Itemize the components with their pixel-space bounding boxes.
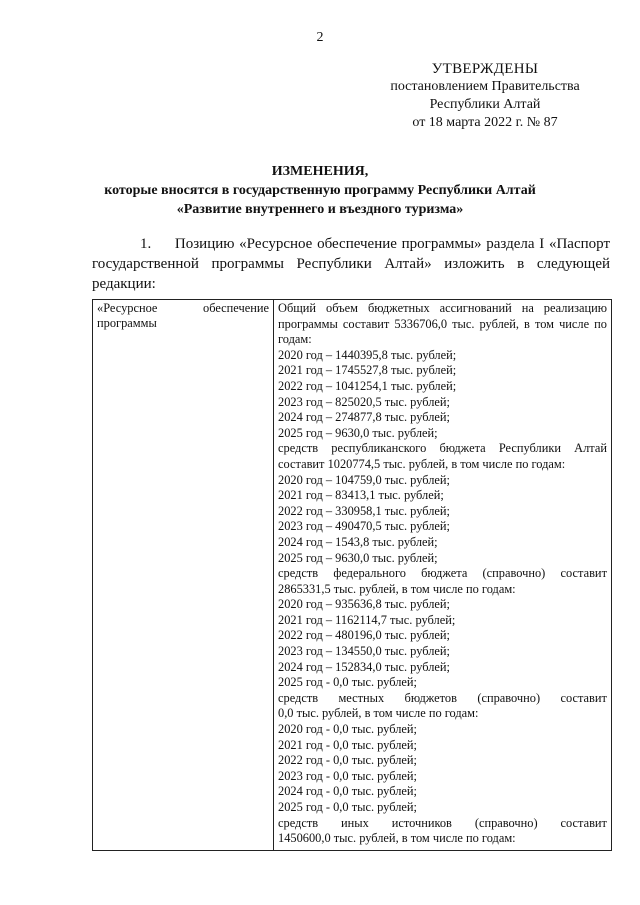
heading-word: (справочно) xyxy=(482,566,546,581)
year-amount-line: 2023 год – 825020,5 тыс. рублей; xyxy=(278,394,450,409)
heading-word: (справочно) xyxy=(477,690,541,705)
heading-word: составит xyxy=(560,815,607,830)
year-amount-line: 2024 год - 0,0 тыс. рублей; xyxy=(278,784,417,799)
heading-word: местных xyxy=(338,690,385,705)
year-amount-line: 2022 год – 1041254,1 тыс. рублей; xyxy=(278,378,457,393)
left-label-word-2: обеспечение xyxy=(203,301,269,315)
year-amount-line: 2021 год – 1745527,8 тыс. рублей; xyxy=(278,363,457,378)
year-amount-line: 2022 год – 330958,1 тыс. рублей; xyxy=(278,503,450,518)
approval-line-2: Республики Алтай xyxy=(429,97,541,112)
federal-years-list xyxy=(278,597,607,691)
federal-heading xyxy=(278,566,607,582)
approval-line-1: постановлением Правительства xyxy=(390,79,580,94)
intro-number: 1. xyxy=(140,236,152,252)
year-amount-line: 2021 год – 1162114,7 тыс. рублей; xyxy=(278,612,456,627)
resources-content-cell xyxy=(274,300,612,851)
left-label-cell xyxy=(93,300,274,851)
year-amount-line: 2020 год – 935636,8 тыс. рублей; xyxy=(278,597,450,612)
local-rest: 0,0 тыс. рублей, в том числе по годам: xyxy=(278,706,479,721)
heading-word: средств xyxy=(278,566,319,581)
other-heading xyxy=(278,816,607,832)
heading-word: составит xyxy=(560,566,607,581)
heading-word: бюджета xyxy=(421,566,468,581)
year-amount-line: 2025 год - 0,0 тыс. рублей; xyxy=(278,800,417,814)
year-amount-line: 2024 год – 152834,0 тыс. рублей; xyxy=(278,659,450,674)
year-amount-line: 2021 год - 0,0 тыс. рублей; xyxy=(278,737,417,752)
republic-years-list xyxy=(278,473,607,567)
heading-word: средств xyxy=(278,815,319,830)
heading-word: бюджетов xyxy=(404,690,457,705)
heading-word: (справочно) xyxy=(474,815,538,830)
year-amount-line: 2023 год - 0,0 тыс. рублей; xyxy=(278,768,417,783)
year-amount-line: 2025 год – 9630,0 тыс. рублей; xyxy=(278,425,438,440)
year-amount-line: 2023 год – 490470,5 тыс. рублей; xyxy=(278,519,450,534)
year-amount-line: 2024 год – 1543,8 тыс. рублей; xyxy=(278,534,438,549)
intro-text: Позицию «Ресурсное обеспечение программы» раздела I «Паспорт государственной программы Республики Алтай» изложить в следующей редакции: xyxy=(92,236,611,292)
year-amount-line: 2022 год - 0,0 тыс. рублей; xyxy=(278,753,417,768)
year-amount-line: 2020 год - 0,0 тыс. рублей; xyxy=(278,722,417,737)
year-amount-line: 2021 год – 83413,1 тыс. рублей; xyxy=(278,488,444,503)
year-amount-line: 2023 год – 134550,0 тыс. рублей; xyxy=(278,644,450,659)
republic-text: средств республиканского бюджета Республики Алтай составит 1020774,5 тыс. рублей, в том числе по годам: xyxy=(278,441,607,471)
heading-word: федерального xyxy=(333,566,406,581)
federal-rest: 2865331,5 тыс. рублей, в том числе по годам: xyxy=(278,581,516,596)
title-line-2: которые вносятся в государственную программу Республики Алтай xyxy=(104,183,536,198)
document-title xyxy=(60,162,580,219)
year-amount-line: 2020 год – 104759,0 тыс. рублей; xyxy=(278,472,450,487)
page-number: 2 xyxy=(316,30,324,45)
heading-word: источников xyxy=(391,815,452,830)
year-amount-line: 2024 год – 274877,8 тыс. рублей; xyxy=(278,410,450,425)
total-text: Общий объем бюджетных ассигнований на реализацию программы составит 5336706,0 тыс. рублей, в том числе по годам: xyxy=(278,301,607,347)
local-years-list xyxy=(278,722,607,816)
year-amount-line: 2020 год – 1440395,8 тыс. рублей; xyxy=(278,347,457,362)
intro-paragraph xyxy=(92,234,610,294)
heading-word: составит xyxy=(560,690,607,705)
total-years-list xyxy=(278,348,607,442)
approval-line-3: от 18 марта 2022 г. № 87 xyxy=(412,115,558,130)
left-label-word-1: «Ресурсное xyxy=(97,301,158,315)
left-label-word-3: программы xyxy=(97,316,157,330)
local-heading xyxy=(278,691,607,707)
approval-stamp xyxy=(370,60,600,132)
resources-table xyxy=(92,299,612,851)
year-amount-line: 2022 год – 480196,0 тыс. рублей; xyxy=(278,628,450,643)
title-line-3: «Развитие внутреннего и въездного туризма» xyxy=(176,202,464,217)
heading-word: иных xyxy=(341,815,369,830)
approval-heading: УТВЕРЖДЕНЫ xyxy=(431,61,539,77)
other-rest: 1450600,0 тыс. рублей, в том числе по годам: xyxy=(278,831,516,846)
year-amount-line: 2025 год – 9630,0 тыс. рублей; xyxy=(278,550,438,565)
heading-word: средств xyxy=(278,690,319,705)
table-row xyxy=(93,300,612,851)
title-line-1: ИЗМЕНЕНИЯ, xyxy=(271,164,369,179)
year-amount-line: 2025 год - 0,0 тыс. рублей; xyxy=(278,675,417,690)
